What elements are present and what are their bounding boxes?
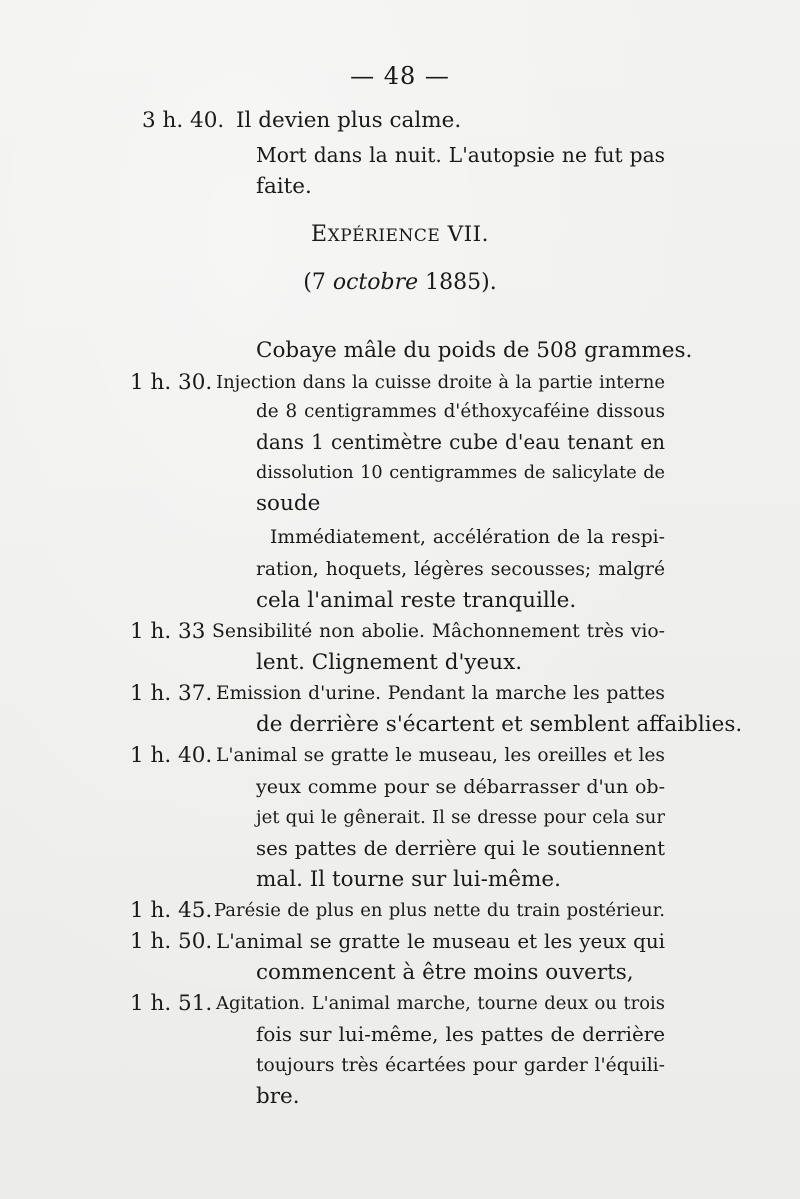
entry-time: 1 h. 45. <box>130 898 213 923</box>
experiment-date <box>0 270 800 295</box>
entry-time: 1 h. 33 <box>130 619 206 644</box>
experiment-title <box>0 222 800 247</box>
experiment-date-open: (7 <box>303 270 333 295</box>
entry-text: yeux comme pour se débarrasser d'un ob- <box>256 776 665 798</box>
experiment-title-number: VII. <box>447 222 489 247</box>
entry-text: L'animal se gratte le museau et les yeux qui <box>216 930 665 953</box>
entry-text: Agitation. L'animal marche, tourne deux ou trois <box>216 993 665 1014</box>
entry-text: L'animal se gratte le museau, les oreilles et les <box>216 745 665 766</box>
entry-text: dissolution 10 centigrammes de salicylate de <box>256 463 665 483</box>
entry-text: Il devien plus calme. <box>236 108 462 133</box>
entry-text: Sensibilité non abolie. Mâchonnement très vio- <box>212 621 665 642</box>
entry-text: fois sur lui-même, les pattes de derrière <box>256 1023 665 1046</box>
entry-paragraph: Immédiatement, accélération de la respi- <box>270 527 665 548</box>
entry-text: Injection dans la cuisse droite à la partie interne <box>216 372 665 393</box>
entry-time: 1 h. 51. <box>130 991 213 1016</box>
entry-text: ses pattes de derrière qui le soutiennent <box>256 837 665 860</box>
entry-text: bre. <box>256 1084 300 1109</box>
experiment-title-smallcaps: XPÉRIENCE <box>327 226 441 246</box>
entry-time: 1 h. 40. <box>130 743 213 768</box>
entry-text: jet qui le gênerait. Il se dresse pour cela sur <box>256 807 665 828</box>
entry-text: dans 1 centimètre cube d'eau tenant en <box>256 430 665 454</box>
entry-text: mal. Il tourne sur lui-même. <box>256 867 561 892</box>
entry-text: de 8 centigrammes d'éthoxycaféine dissous <box>256 401 665 422</box>
page-number: — 48 — <box>350 62 450 90</box>
entry-text: toujours très écartées pour garder l'équili- <box>256 1055 665 1076</box>
entry-paragraph: cela l'animal reste tranquille. <box>256 588 577 613</box>
entry-time: 1 h. 30. <box>130 370 213 395</box>
entry-text: commencent à être moins ouverts, <box>256 960 634 985</box>
entry-text: soude <box>256 491 321 516</box>
experiment-date-close: 1885). <box>418 270 497 295</box>
entry-text: Mort dans la nuit. L'autopsie ne fut pas <box>256 143 665 167</box>
experiment-title-initial: E <box>311 222 328 247</box>
entry-time: 1 h. 37. <box>130 681 213 706</box>
entry-text: lent. Clignement d'yeux. <box>256 650 523 675</box>
experiment-date-month: octobre <box>332 270 419 295</box>
entry-text: Parésie de plus en plus nette du train postérieur. <box>214 900 665 921</box>
entry-text: faite. <box>256 174 312 199</box>
entry-text: Emission d'urine. Pendant la marche les pattes <box>216 683 665 704</box>
experiment-intro: Cobaye mâle du poids de 508 grammes. <box>256 338 693 363</box>
entry-text: de derrière s'écartent et semblent affaiblies. <box>256 712 743 737</box>
entry-time: 3 h. 40. <box>142 108 225 133</box>
entry-paragraph: ration, hoquets, légères secousses; malgré <box>256 559 665 580</box>
entry-time: 1 h. 50. <box>130 929 213 954</box>
